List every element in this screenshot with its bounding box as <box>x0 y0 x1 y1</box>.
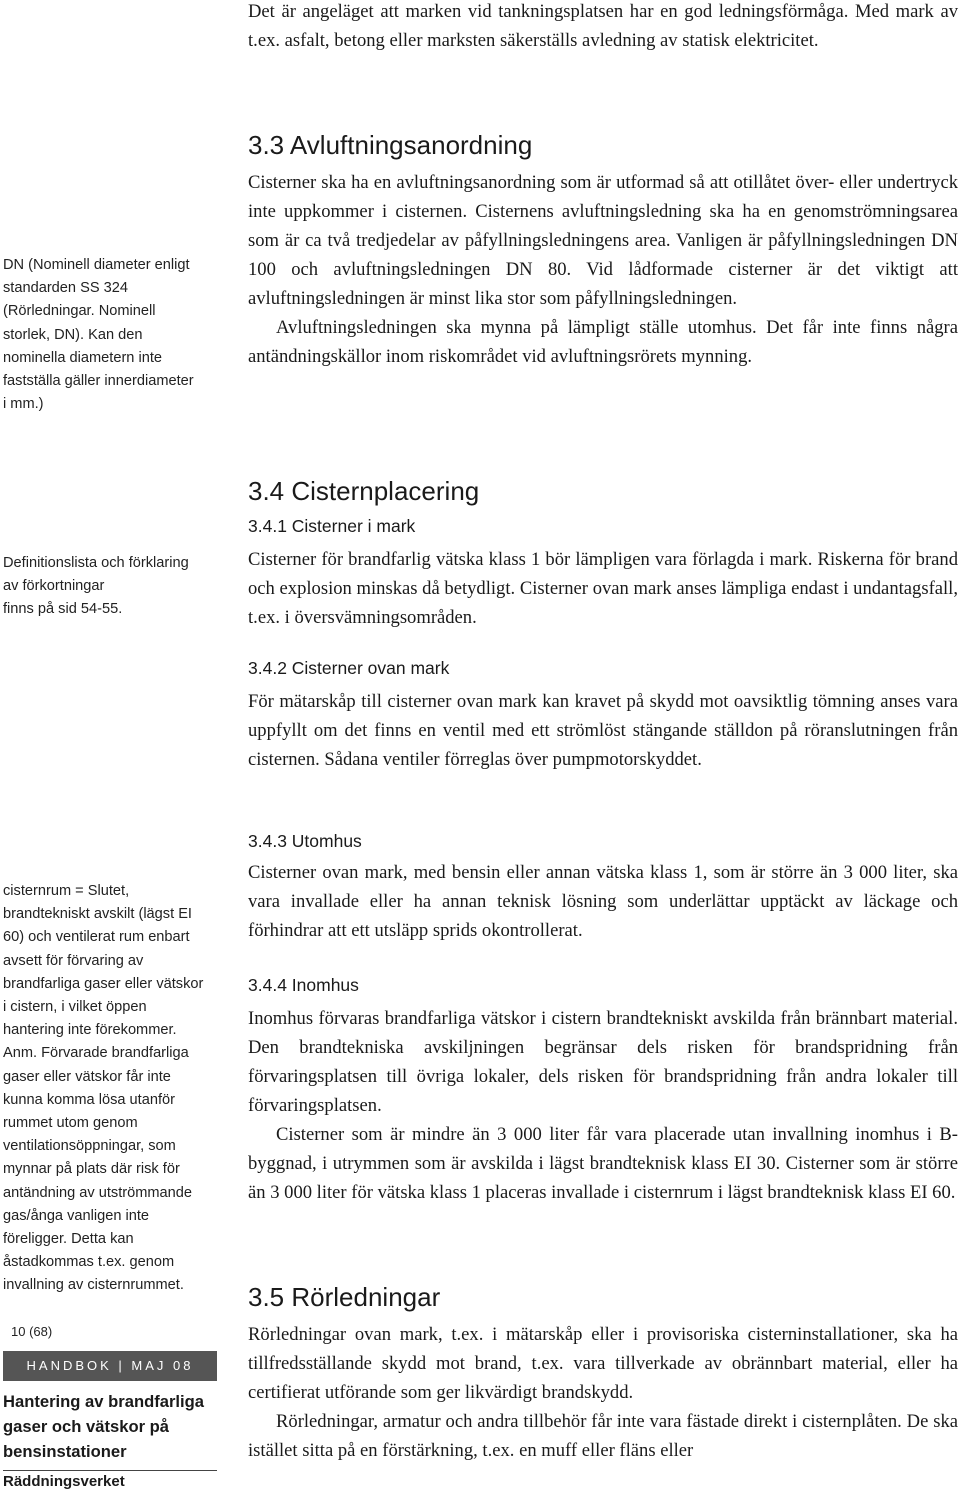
note-line: av förkortningar <box>3 578 105 595</box>
note-line: ventilationsöppningar, som <box>3 1138 176 1155</box>
note-line: mynnar på plats där risk för <box>3 1161 180 1178</box>
sidebar-definitions-note <box>3 552 221 622</box>
note-line: (Rörledningar. Nominell <box>3 303 156 320</box>
note-line: nominella diametern inte <box>3 349 162 366</box>
section-3-5-body <box>248 1320 958 1465</box>
note-line: standarden SS 324 <box>3 280 128 297</box>
subsection-3-4-4-body <box>248 1004 958 1207</box>
title-line: bensinstationer <box>3 1442 127 1461</box>
subsection-heading-3-4-2: 3.4.2 Cisterner ovan mark <box>248 658 450 678</box>
subsection-3-4-3-body <box>248 858 958 945</box>
section-heading-3-5: 3.5 Rörledningar <box>248 1282 441 1312</box>
top-paragraph: Det är angeläget att marken vid tankningsplatsen har en god ledningsförmåga. Med mark av t.ex. asfalt, betong eller marksten säkerställs avledning av statisk elektricitet. <box>248 1 958 51</box>
note-line: gaser eller vätskor får inte <box>3 1068 171 1085</box>
note-line: antändning av utströmmande <box>3 1184 193 1201</box>
subsection-heading-3-4-3: 3.4.3 Utomhus <box>248 831 362 851</box>
note-line: i cistern, i vilket öppen <box>3 999 147 1016</box>
note-line: invallning av cisternrummet. <box>3 1277 184 1294</box>
top-paragraph-block <box>248 0 958 55</box>
note-line: finns på sid 54-55. <box>3 601 123 618</box>
paragraph: Cisterner för brandfarlig vätska klass 1 bör lämpligen vara förlagda i mark. Riskerna för brand och explosion minskas då betydligt. Cisterner ovan mark anses lämpliga endast i undantagsfall, t.ex. i översvämningsområden. <box>248 549 958 628</box>
paragraph: Rörledningar ovan mark, t.ex. i mätarskåp eller i provisoriska cisterninstallationer, ska ha tillfredsställande skydd mot brand, t.ex. vara tillverkade av obrännbart material, eller ha certifierat utförande som ger likvärdigt brandskydd. <box>248 1324 958 1403</box>
note-line: cisternrum = Slutet, <box>3 883 130 899</box>
note-line: rummet utom genom <box>3 1115 138 1132</box>
note-line: fastställa gäller innerdiameter <box>3 373 194 390</box>
note-line: avsett för förvaring av <box>3 952 144 969</box>
subsection-heading-3-4-4: 3.4.4 Inomhus <box>248 975 359 995</box>
subsection-3-4-2-body <box>248 687 958 774</box>
subsection-3-4-1-body <box>248 545 958 632</box>
note-line: DN (Nominell diameter enligt <box>3 257 190 273</box>
note-line: åstadkommas t.ex. genom <box>3 1254 175 1271</box>
title-line: gaser och vätskor på <box>3 1417 170 1436</box>
note-line: hantering inte förekommer. <box>3 1022 177 1039</box>
subsection-heading-3-4-1: 3.4.1 Cisterner i mark <box>248 516 416 536</box>
note-line: i mm.) <box>3 396 44 413</box>
note-line: Anm. Förvarade brandfarliga <box>3 1045 189 1062</box>
page-number: 10 (68) <box>11 1324 53 1339</box>
section-heading-3-3: 3.3 Avluftningsanordning <box>248 130 533 160</box>
note-line: gas/ånga vanligen inte <box>3 1207 150 1224</box>
document-title <box>3 1389 217 1464</box>
section-3-3-body <box>248 168 958 371</box>
paragraph: Cisterner som är mindre än 3 000 liter får vara placerade utan invallning inomhus i B-byggnad, i utrymmen som är avskilda i lägst brandteknisk klass EI 30. Cisterner som är större än 3 000 liter för vätska klass 1 placeras invallade i cisternrum i lägst brandteknisk klass EI 60. <box>248 1124 958 1203</box>
paragraph: Rörledningar, armatur och andra tillbehör får inte vara fästade direkt i cisternplåten. De ska istället sitta på en förstärkning, t.ex. en muff eller fläns eller <box>248 1411 958 1461</box>
title-line: Hantering av brandfarliga <box>3 1392 205 1411</box>
sidebar-cisternrum-note <box>3 880 221 1298</box>
paragraph: Cisterner ovan mark, med bensin eller annan vätska klass 1, som är större än 3 000 liter, ska vara invallade eller ha annan teknisk lösning som underlättar upptäckt av läckage och förhindrar att ett utsläpp sprids okontrollerat. <box>248 862 958 941</box>
note-line: brandtekniskt avskilt (lägst EI <box>3 906 192 923</box>
section-heading-3-4: 3.4 Cisternplacering <box>248 476 480 506</box>
note-line: kunna komma lösa utanför <box>3 1091 175 1108</box>
note-line: Definitionslista och förklaring <box>3 555 189 571</box>
paragraph: Inomhus förvaras brandfarliga vätskor i cistern brandtekniskt avskilda från brännbart material. Den brandtekniska avskiljningen begränsar dels risken för brandspridning från förvaringsplatsen till övriga lokaler, dels risken för brandspridning från andra lokaler till förvaringsplatsen. <box>248 1008 958 1116</box>
note-line: storlek, DN). Kan den <box>3 326 143 343</box>
paragraph: För mätarskåp till cisterner ovan mark kan kravet på skydd mot oavsiktlig tömning anses vara uppfyllt om det finns en ventil med ett strömlöst stängande ställdon på röranslutningen från cisternen. Sådana ventiler förreglas över pumpmotorskyddet. <box>248 691 958 770</box>
handbook-bar: HANDBOK | MAJ 08 <box>3 1351 217 1381</box>
publisher-name: Räddningsverket <box>3 1473 125 1490</box>
note-line: 60) och ventilerat rum enbart <box>3 929 190 946</box>
note-line: brandfarliga gaser eller vätskor <box>3 975 204 992</box>
paragraph: Avluftningsledningen ska mynna på lämpligt ställe utomhus. Det får inte finns några antändningskällor inom riskområdet vid avluftningsrörets mynning. <box>248 317 958 367</box>
note-line: föreligger. Detta kan <box>3 1231 134 1248</box>
paragraph: Cisterner ska ha en avluftningsanordning som är utformad så att otillåtet över- eller undertryck inte uppkommer i cisternen. Cisternens avluftningsledning ska ha en genomströmningsarea som är ca två tredjedelar av påfyllningsledningens area. Vanligen är påfyllningsledningen DN 100 och avluftningsledningen DN 80. Vid lådformade cisterner är det viktigt att avluftningsledningen är minst lika stor som påfyllningsledningen. <box>248 172 958 309</box>
sidebar-dn-note <box>3 254 221 416</box>
